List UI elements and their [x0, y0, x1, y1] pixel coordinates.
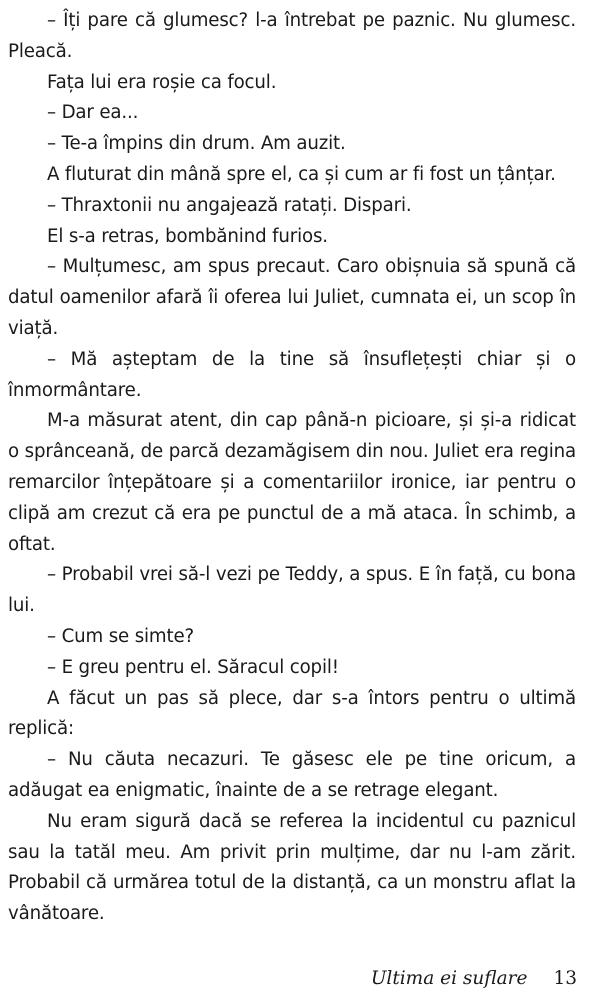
paragraph: A fluturat din mână spre el, ca și cum ar fi fost un țânțar. [47, 163, 556, 185]
paragraph: – Thraxtonii nu angajează ratați. Dispari. [47, 194, 412, 216]
page-number: 13 [553, 968, 577, 989]
paragraph: M-a măsurat atent, din cap până-n picioare, și și-a ridicat o sprânceană, de parcă dezamăgisem din nou. Juliet era regina remarcilor înțepătoare și a comentariilor ironice, iar pentru o clipă am crezut că era pe punctul de a mă ataca. În schimb, a oftat. [8, 410, 576, 555]
paragraph: – Dar ea... [47, 102, 139, 124]
paragraph: El s-a retras, bombănind furios. [47, 225, 328, 247]
paragraph: – Mă așteptam de la tine să însuflețești chiar și o înmormântare. [8, 348, 576, 401]
paragraph: – Nu căuta necazuri. Te găsesc ele pe tine oricum, a adăugat ea enigmatic, înainte de a se retrage elegant. [8, 749, 576, 801]
paragraph: – E greu pentru el. Săracul copil! [47, 656, 339, 678]
running-title: Ultima ei suflare [370, 968, 528, 989]
page-body [8, 6, 576, 930]
paragraph: – Mulțumesc, am spus precaut. Caro obișnuia să spună că datul oamenilor afară îi oferea lui Juliet, cumnata ei, un scop în viață. [8, 256, 576, 339]
paragraph: Fața lui era roșie ca focul. [47, 71, 277, 93]
paragraph: – Cum se simte? [47, 625, 195, 647]
paragraph: – Îți pare că glumesc? l-a întrebat pe paznic. Nu glumesc. Pleacă. [8, 10, 576, 62]
paragraph: A făcut un pas să plece, dar s-a întors pentru o ultimă replică: [8, 687, 576, 740]
paragraph: – Probabil vrei să-l vezi pe Teddy, a spus. E în față, cu bona lui. [8, 564, 576, 617]
paragraph: Nu eram sigură dacă se referea la incidentul cu paznicul sau la tatăl meu. Am privit prin mulțime, dar nu l-am zărit. Probabil că urmărea totul de la distanță, ca un monstru aflat la vânătoare. [8, 810, 576, 925]
paragraph: – Te-a împins din drum. Am auzit. [47, 133, 346, 155]
page-footer [371, 968, 577, 989]
